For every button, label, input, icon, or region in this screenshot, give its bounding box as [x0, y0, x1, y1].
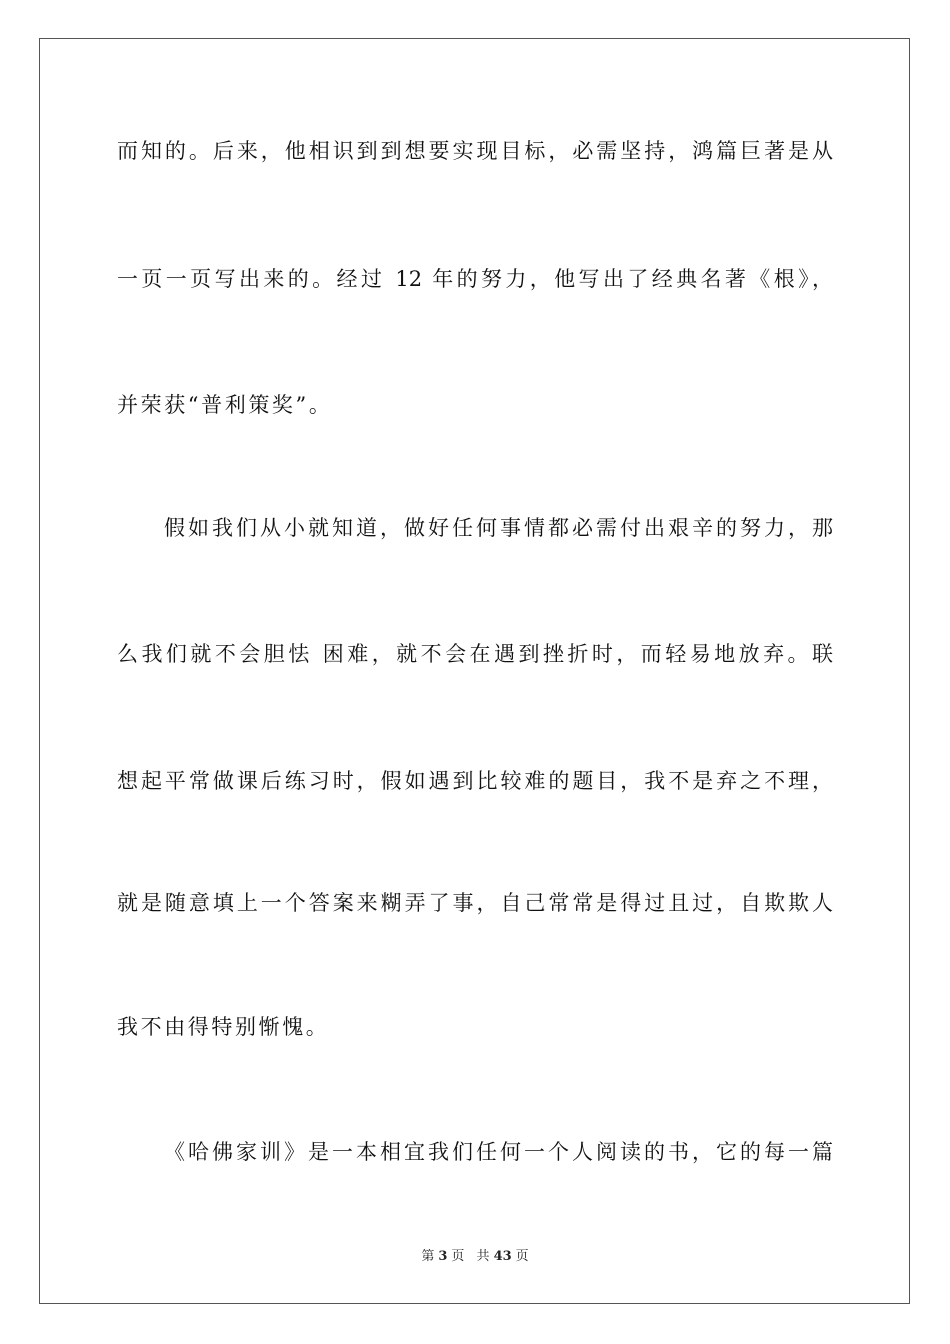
footer-page-current: 第 3 页: [421, 1249, 465, 1264]
text-line-3: 并荣获“普利策奖”。: [117, 393, 333, 417]
text-line-9: 《哈佛家训》是一本相宜我们任何一个人阅读的书，它的每一篇: [164, 1140, 833, 1164]
footer-page-total: 共 43 页: [476, 1249, 529, 1264]
text-line-1: 而知的。后来，他相识到到想要实现目标，必需坚持，鸿篇巨著是从: [117, 139, 833, 163]
text-line-8: 我不由得特别惭愧。: [117, 1015, 330, 1039]
text-line-5: 么我们就不会胆怯 困难，就不会在遇到挫折时，而轻易地放弃。联: [117, 642, 833, 666]
page-frame: [39, 38, 910, 1304]
text-line-4: 假如我们从小就知道，做好任何事情都必需付出艰辛的努力，那: [164, 516, 833, 540]
text-line-2: 一页一页写出来的。经过 12 年的努力，他写出了经典名著《根》，: [117, 267, 833, 291]
text-line-7: 就是随意填上一个答案来糊弄了事，自己常常是得过且过，自欺欺人: [117, 891, 833, 915]
text-line-6: 想起平常做课后练习时，假如遇到比较难的题目，我不是弃之不理，: [117, 769, 833, 793]
page-footer: [0, 1249, 950, 1265]
